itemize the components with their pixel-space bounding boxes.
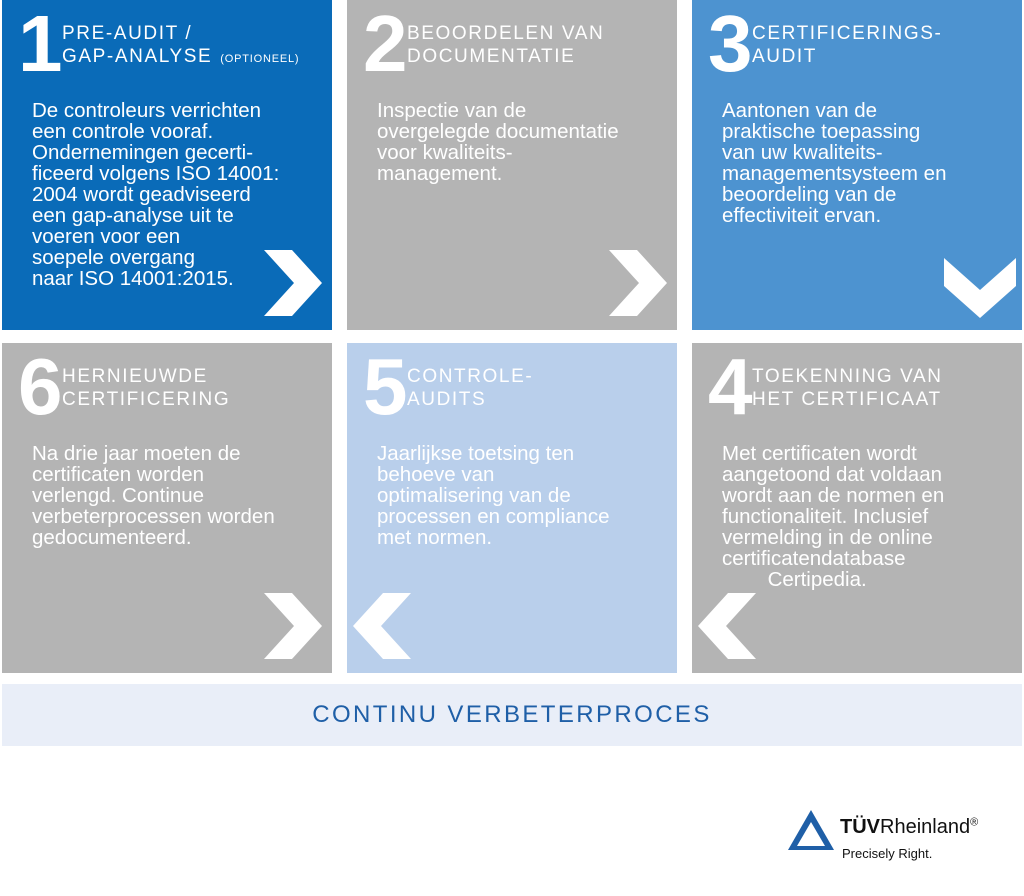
registered-mark: ® [970, 816, 979, 829]
logo-brand-bold: TÜV [840, 816, 880, 838]
step-title: CONTROLE- AUDITS [407, 366, 534, 410]
step-title: HERNIEUWDE CERTIFICERING [62, 366, 231, 410]
step-description: Met certificaten wordt aangetoond dat voldaan wordt aan de normen en functionaliteit. Inclusief vermelding in de online certificatendatabase Certipedia. [722, 442, 945, 591]
step-description: Inspectie van de overgelegde documentatie voor kwaliteits- management. [377, 99, 619, 185]
step-5-tile [347, 343, 677, 673]
logo-wordmark [840, 816, 978, 839]
step-description: Jaarlijkse toetsing ten behoeve van optimalisering van de processen en compliance met normen. [377, 442, 610, 549]
step-description: Aantonen van de praktische toepassing van uw kwaliteits- managementsysteem en beoordeling van de effectiviteit ervan. [722, 99, 947, 227]
step-title-suffix: (OPTIONEEL) [220, 53, 300, 65]
step-description: De controleurs verrichten een controle vooraf. Ondernemingen gecerti- ficeerd volgens ISO 14001: 2004 wordt geadviseerd een gap-analyse uit te voeren voor een soepele overgang naar ISO 14001:2015. [32, 99, 280, 290]
chevron-left-icon [698, 593, 756, 659]
step-number: 3 [708, 0, 751, 88]
chevron-down-icon [944, 258, 1016, 318]
continuous-improvement-band [2, 684, 1022, 746]
tuv-triangle-icon [788, 810, 834, 850]
chevron-right-icon [609, 250, 667, 316]
step-number: 2 [363, 0, 406, 88]
step-title [62, 22, 299, 71]
continuous-improvement-label: CONTINU VERBETERPROCES [312, 701, 712, 728]
logo-slogan: Precisely Right. [842, 846, 933, 861]
step-2-tile [347, 0, 677, 330]
step-number: 4 [708, 342, 751, 431]
step-title: CERTIFICERINGS- AUDIT [752, 23, 943, 67]
step-6-tile [2, 343, 332, 673]
step-1-tile [2, 0, 332, 330]
step-3-tile [692, 0, 1022, 330]
chevron-right-icon [264, 593, 322, 659]
step-description: Na drie jaar moeten de certificaten worden verlengd. Continue verbeterprocessen worden gedocumenteerd. [32, 442, 275, 549]
logo-brand-rest: Rheinland [880, 816, 971, 838]
tuv-rheinland-logo [788, 806, 1018, 866]
step-title-text: PRE-AUDIT / GAP-ANALYSE [62, 23, 213, 67]
step-title: TOEKENNING VAN HET CERTIFICAAT [752, 366, 943, 410]
chevron-left-icon [353, 593, 411, 659]
step-number: 5 [363, 342, 406, 431]
chevron-right-icon [264, 250, 322, 316]
step-number: 1 [18, 0, 61, 88]
step-title: BEOORDELEN VAN DOCUMENTATIE [407, 23, 605, 67]
step-number: 6 [18, 342, 61, 431]
step-4-tile [692, 343, 1022, 673]
